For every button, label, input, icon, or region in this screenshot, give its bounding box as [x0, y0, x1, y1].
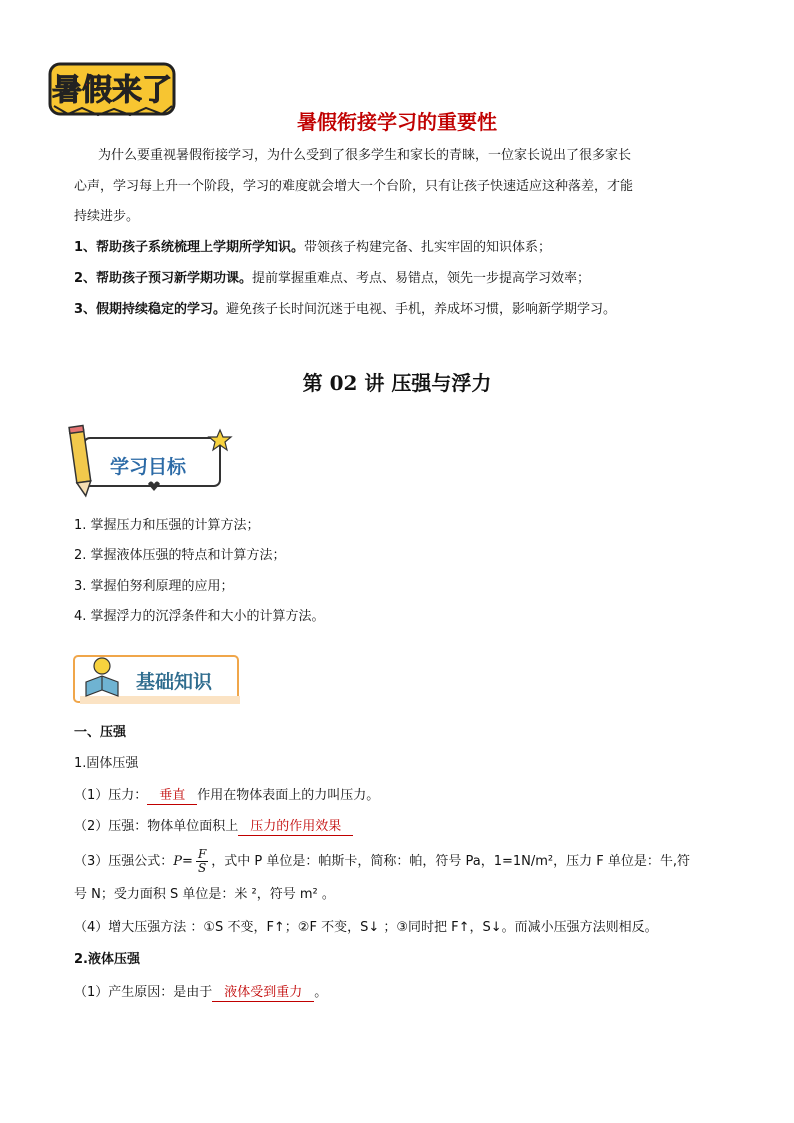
point-1: 1、帮助孩子系统梳理上学期所学知识。带领孩子构建完备、扎实牢固的知识体系； — [74, 240, 552, 255]
section-heading: 一、压强 — [74, 725, 127, 740]
knowledge-badge — [72, 652, 246, 706]
lecture-title: 第 02 讲 压强与浮力 — [302, 371, 492, 395]
subsection-heading: 2.液体压强 — [74, 952, 140, 967]
item-pressure-intensity: （2）压强：物体单位面积上 压力的作用效果 — [74, 817, 353, 837]
point-2: 2、帮助孩子预习新学期功课。提前掌握重难点、考点、易错点，领先一步提高学习效率； — [74, 271, 591, 286]
goals-badge — [68, 424, 238, 500]
goal-item: 3. 掌握伯努利原理的应用； — [74, 579, 234, 594]
goals-badge-label: 学习目标 — [110, 456, 187, 478]
item-increase-pressure: （4）增大压强方法 ：①S 不变，F↑；②F 不变，S↓ ；③同时把 F↑，S↓。而减小压强方法则相反。 — [74, 920, 658, 935]
answer-blank: 液体受到重力 — [212, 984, 314, 1002]
formula-fraction: $\frac{F}{S}$ — [197, 847, 207, 875]
knowledge-badge-label: 基础知识 — [136, 671, 213, 693]
goal-item: 2. 掌握液体压强的特点和计算方法； — [74, 548, 286, 563]
subsection-heading: 1.固体压强 — [74, 756, 139, 771]
goal-item: 4. 掌握浮力的沉浮条件和大小的计算方法。 — [74, 609, 325, 624]
answer-blank: 垂直 — [147, 787, 197, 805]
item-formula-line-2: 号 N；受力面积 S 单位是：米 ²，符号 m² 。 — [74, 887, 335, 902]
item-pressure: （1）压力： 垂直 作用在物体表面上的力叫压力。 — [74, 788, 380, 803]
answer-blank: 压力的作用效果 — [238, 818, 353, 836]
item-formula: （3）压强公式：P= $\frac{F}{S}$ ，式中 P 单位是：帕斯卡，简称：帕，符号 Pa，1=1N/m²，压力 F 单位是：牛,符 — [74, 847, 691, 875]
intro-line-3: 持续进步。 — [74, 209, 140, 224]
intro-line-2: 心声，学习每上升一个阶段，学习的难度就会增大一个台阶，只有让孩子快速适应这种落差，才能 — [74, 179, 634, 194]
intro-line-1: 为什么要重视暑假衔接学习，为什么受到了很多学生和家长的青睐，一位家长说出了很多家长 — [98, 148, 632, 163]
goal-item: 1. 掌握压力和压强的计算方法； — [74, 518, 260, 533]
page-title: 暑假衔接学习的重要性 — [297, 110, 497, 134]
point-3: 3、假期持续稳定的学习。避免孩子长时间沉迷于电视、手机，养成坏习惯，影响新学期学习。 — [74, 302, 617, 317]
item-liquid-cause: （1）产生原因：是由于 液体受到重力 。 — [74, 985, 328, 1000]
svg-text:暑假来了: 暑假来了 — [52, 73, 172, 108]
